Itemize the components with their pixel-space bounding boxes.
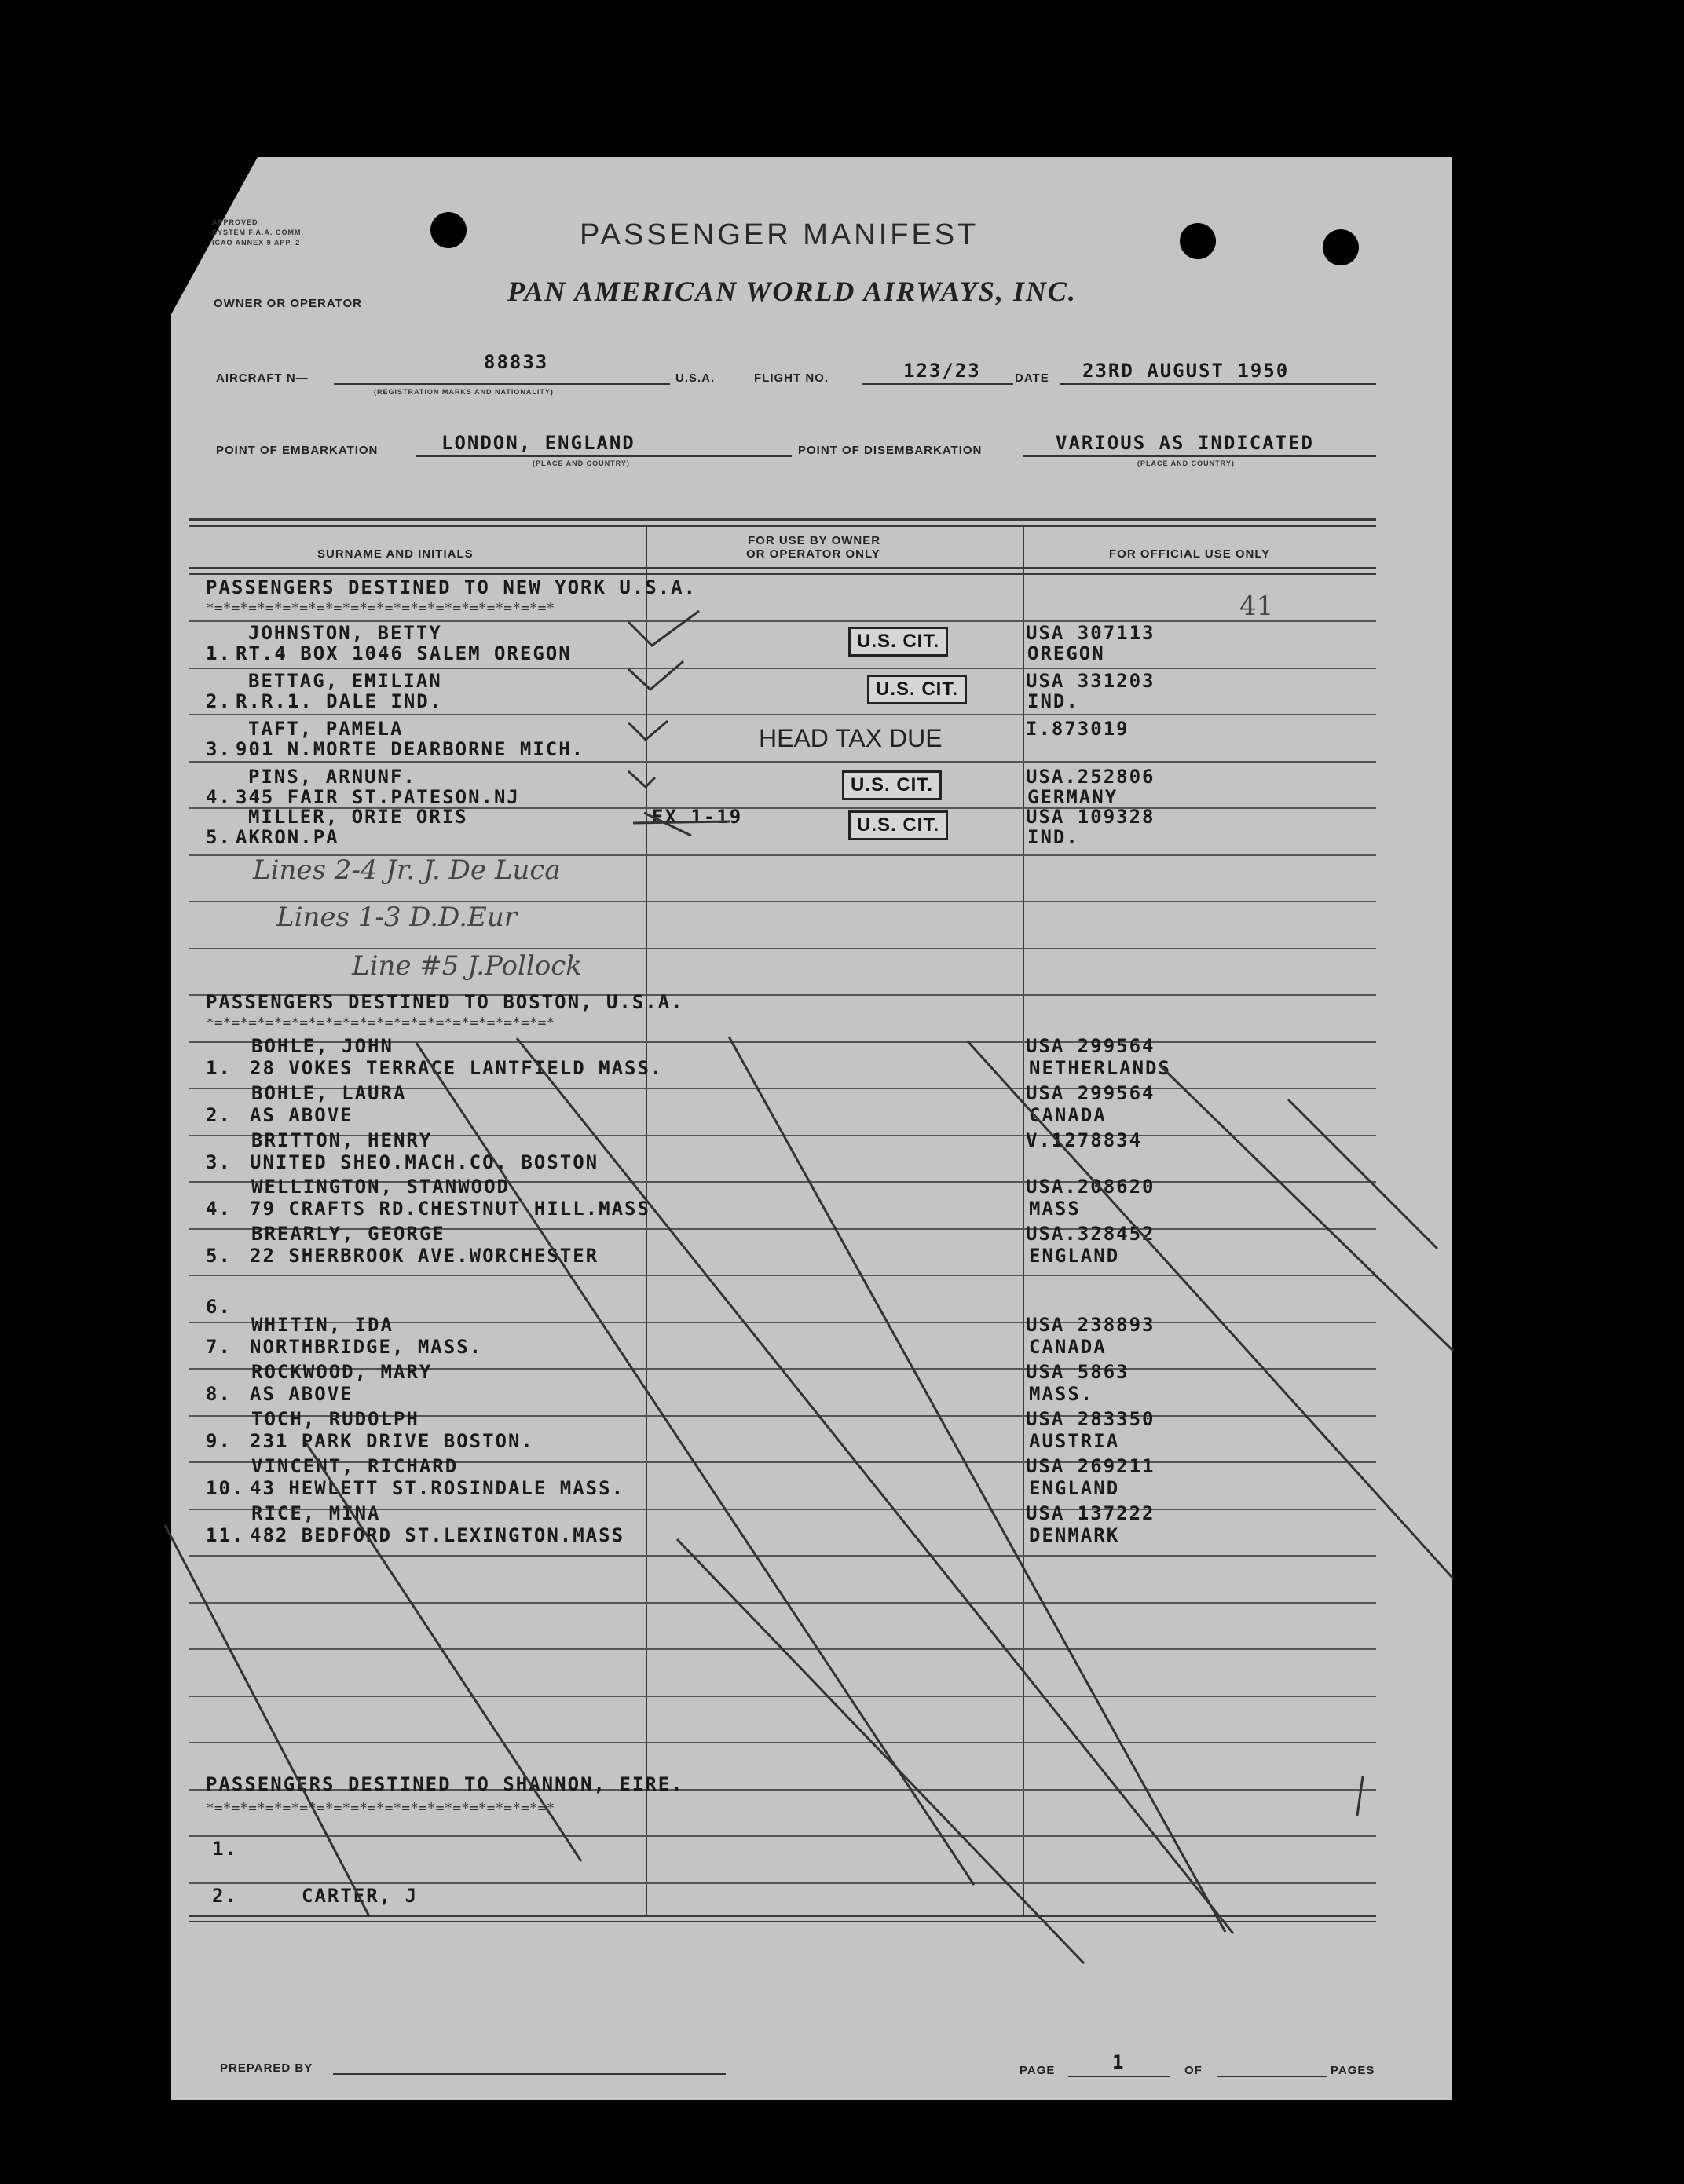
disembarkation-sublabel: (PLACE AND COUNTRY) — [1137, 459, 1235, 467]
flight-label: FLIGHT NO. — [754, 371, 829, 385]
official-number: USA 238893 — [1026, 1314, 1155, 1336]
strike-line — [633, 821, 730, 823]
passenger-name: VINCENT, RICHARD — [251, 1455, 459, 1477]
handwritten-note-3: Line #5 J.Pollock — [352, 950, 582, 982]
embarkation-label: POINT OF EMBARKATION — [216, 444, 379, 457]
row-number: 3. — [206, 1151, 232, 1173]
official-number: USA.328452 — [1026, 1223, 1155, 1245]
official-number: USA 283350 — [1026, 1408, 1155, 1430]
airline-name: PAN AMERICAN WORLD AIRWAYS, INC. — [507, 276, 1077, 307]
us-citizen-stamp: U.S. CIT. — [867, 675, 967, 704]
row-number: 1. — [206, 642, 232, 664]
check-mark-icon — [628, 661, 683, 690]
aircraft-label: AIRCRAFT N— — [216, 371, 309, 385]
row-number: 8. — [206, 1383, 232, 1405]
official-country: CANADA — [1029, 1336, 1107, 1358]
official-country: AUSTRIA — [1029, 1430, 1120, 1452]
us-citizen-stamp: U.S. CIT. — [842, 770, 942, 800]
aircraft-sublabel: (REGISTRATION MARKS AND NATIONALITY) — [374, 388, 554, 396]
date-label: DATE — [1015, 371, 1049, 385]
official-country: MASS. — [1029, 1383, 1094, 1405]
row-number: 4. — [206, 1198, 232, 1220]
passenger-address: AS ABOVE — [250, 1104, 353, 1126]
passenger-address: 345 FAIR ST.PATESON.NJ — [236, 786, 520, 808]
passenger-address: AS ABOVE — [250, 1383, 353, 1405]
check-mark-icon — [628, 611, 699, 646]
passenger-name: MILLER, ORIE ORIS — [248, 806, 468, 828]
row-number: 5. — [206, 1245, 232, 1267]
passenger-address: 231 PARK DRIVE BOSTON. — [250, 1430, 534, 1452]
col-header-surname: SURNAME AND INITIALS — [317, 547, 474, 561]
official-number: USA 137222 — [1026, 1502, 1155, 1524]
prepared-by-label: PREPARED BY — [220, 2061, 313, 2075]
passenger-address: UNITED SHEO.MACH.CO. BOSTON — [250, 1151, 599, 1173]
row-number: 2. — [206, 690, 232, 712]
row-number: 9. — [206, 1430, 232, 1452]
row-number: 2. — [212, 1885, 238, 1907]
approval-line-1: APPROVED — [212, 218, 258, 226]
handwritten-note-2: Lines 1-3 D.D.Eur — [276, 902, 517, 933]
disembarkation-label: POINT OF DISEMBARKATION — [798, 444, 983, 457]
cross-out-line — [1159, 1065, 1453, 1351]
cross-out-line — [677, 1539, 1084, 1963]
passenger-name: WHITIN, IDA — [251, 1314, 394, 1336]
passenger-name: CARTER, J — [302, 1885, 419, 1907]
official-number: USA.208620 — [1026, 1176, 1155, 1198]
check-mark-icon — [628, 721, 668, 740]
cross-out-line — [1288, 1099, 1437, 1249]
official-number: USA 299564 — [1026, 1035, 1155, 1057]
passenger-name: BREARLY, GEORGE — [251, 1223, 445, 1245]
of-label: OF — [1184, 2064, 1203, 2077]
strike-line — [644, 813, 691, 836]
official-country: NETHERLANDS — [1029, 1057, 1171, 1079]
passenger-address: 28 VOKES TERRACE LANTFIELD MASS. — [250, 1057, 664, 1079]
page-label: PAGE — [1020, 2064, 1056, 2077]
passenger-address: 22 SHERBROOK AVE.WORCHESTER — [250, 1245, 599, 1267]
us-citizen-stamp: U.S. CIT. — [848, 810, 948, 840]
row-number: 10. — [206, 1477, 245, 1499]
passenger-address: AKRON.PA — [236, 826, 339, 848]
official-state: OREGON — [1027, 642, 1105, 664]
us-citizen-stamp: U.S. CIT. — [848, 627, 948, 657]
cross-out-line — [729, 1037, 1225, 1932]
row-number: 1. — [212, 1838, 238, 1860]
owner-label: OWNER OR OPERATOR — [214, 297, 362, 310]
row-number: 5. — [206, 826, 232, 848]
official-number: USA 269211 — [1026, 1455, 1155, 1477]
row-number: 6. — [206, 1296, 232, 1318]
passenger-name: ROCKWOOD, MARY — [251, 1361, 433, 1383]
page-title: PASSENGER MANIFEST — [580, 218, 979, 251]
section-heading-new-york: PASSENGERS DESTINED TO NEW YORK U.S.A. — [206, 576, 697, 598]
row-number: 2. — [206, 1104, 232, 1126]
official-state: GERMANY — [1027, 786, 1118, 808]
passenger-address: 482 BEDFORD ST.LEXINGTON.MASS — [250, 1524, 625, 1546]
passenger-name: TAFT, PAMELA — [248, 718, 404, 740]
official-number: USA 331203 — [1026, 670, 1155, 692]
official-country: ENGLAND — [1029, 1245, 1120, 1267]
operator-note: EX 1-19 — [652, 806, 743, 828]
pages-label: PAGES — [1331, 2064, 1375, 2077]
row-number: 4. — [206, 786, 232, 808]
cross-out-line — [416, 1043, 974, 1885]
official-state: IND. — [1027, 826, 1079, 848]
passenger-name: BRITTON, HENRY — [251, 1129, 433, 1151]
official-number: I.873019 — [1026, 718, 1129, 740]
passenger-address: 901 N.MORTE DEARBORNE MICH. — [236, 738, 585, 760]
handwritten-note-1: Lines 2-4 Jr. J. De Luca — [253, 854, 561, 886]
cross-out-line — [165, 1525, 369, 1916]
passenger-name: RICE, MINA — [251, 1502, 381, 1524]
official-number: USA.252806 — [1026, 766, 1155, 788]
flight-value: 123/23 — [903, 360, 981, 382]
official-country: ENGLAND — [1029, 1477, 1120, 1499]
cross-out-line — [517, 1038, 1233, 1933]
row-number: 1. — [206, 1057, 232, 1079]
official-number: USA 109328 — [1026, 806, 1155, 828]
check-mark-icon — [628, 771, 655, 787]
head-tax-note: HEAD TAX DUE — [759, 724, 943, 752]
section-heading-boston: PASSENGERS DESTINED TO BOSTON, U.S.A. — [206, 991, 684, 1013]
section-heading-shannon: PASSENGERS DESTINED TO SHANNON, EIRE. — [206, 1773, 684, 1795]
official-number: V.1278834 — [1026, 1129, 1143, 1151]
official-country: CANADA — [1029, 1104, 1107, 1126]
passenger-name: TOCH, RUDOLPH — [251, 1408, 419, 1430]
passenger-address: 79 CRAFTS RD.CHESTNUT HILL.MASS — [250, 1198, 650, 1220]
passenger-name: BOHLE, LAURA — [251, 1082, 407, 1104]
count-note: 41 — [1239, 591, 1274, 622]
usa-label: U.S.A. — [675, 371, 716, 385]
passenger-address: RT.4 BOX 1046 SALEM OREGON — [236, 642, 572, 664]
approval-line-3: ICAO ANNEX 9 APP. 2 — [212, 239, 301, 247]
approval-line-2: SYSTEM F.A.A. COMM. — [212, 229, 305, 236]
passenger-address: R.R.1. DALE IND. — [236, 690, 443, 712]
passenger-address: NORTHBRIDGE, MASS. — [250, 1336, 483, 1358]
cross-out-line — [306, 1443, 581, 1861]
embarkation-value: LONDON, ENGLAND — [441, 432, 635, 454]
row-number: 11. — [206, 1524, 245, 1546]
row-number: 7. — [206, 1336, 232, 1358]
col-header-operator-1: FOR USE BY OWNER — [748, 534, 881, 547]
embarkation-sublabel: (PLACE AND COUNTRY) — [533, 459, 630, 467]
disembarkation-value: VARIOUS AS INDICATED — [1056, 432, 1314, 454]
passenger-name: JOHNSTON, BETTY — [248, 622, 442, 644]
official-number: USA 307113 — [1026, 622, 1155, 644]
official-country: DENMARK — [1029, 1524, 1120, 1546]
aircraft-value: 88833 — [484, 351, 549, 373]
row-number: 3. — [206, 738, 232, 760]
section-dash-line: *=*=*=*=*=*=*=*=*=*=*=*=*=*=*=*=*=*=*=*=* — [206, 1800, 555, 1816]
cross-out-line — [968, 1041, 1453, 1579]
page-value: 1 — [1112, 2051, 1126, 2073]
passenger-name: BOHLE, JOHN — [251, 1035, 394, 1057]
passenger-name: PINS, ARNUNF. — [248, 766, 416, 788]
date-value: 23RD AUGUST 1950 — [1082, 360, 1290, 382]
official-state: IND. — [1027, 690, 1079, 712]
passenger-name: BETTAG, EMILIAN — [248, 670, 442, 692]
passenger-name: WELLINGTON, STANWOOD — [251, 1176, 510, 1198]
official-number: USA 299564 — [1026, 1082, 1155, 1104]
official-country: MASS — [1029, 1198, 1081, 1220]
pen-tick — [1357, 1776, 1363, 1816]
passenger-address: 43 HEWLETT ST.ROSINDALE MASS. — [250, 1477, 625, 1499]
section-dash-line: *=*=*=*=*=*=*=*=*=*=*=*=*=*=*=*=*=*=*=*=* — [206, 1015, 555, 1031]
official-number: USA 5863 — [1026, 1361, 1129, 1383]
section-dash-line: *=*=*=*=*=*=*=*=*=*=*=*=*=*=*=*=*=*=*=*=* — [206, 600, 555, 616]
col-header-official: FOR OFFICIAL USE ONLY — [1109, 547, 1271, 561]
col-header-operator-2: OR OPERATOR ONLY — [746, 547, 880, 561]
